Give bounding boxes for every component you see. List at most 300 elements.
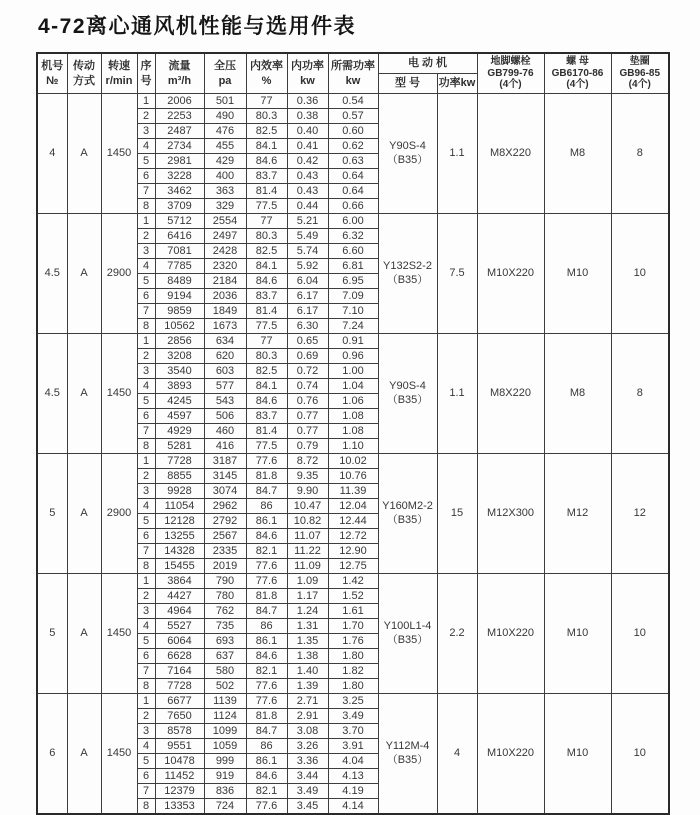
motor-model-line: Y112M-4 <box>385 739 430 752</box>
pressure-cell: 2019 <box>204 559 246 574</box>
pressure-cell: 2554 <box>204 214 246 229</box>
header-line: % <box>261 74 272 87</box>
pressure-cell: 693 <box>204 634 246 649</box>
flow-cell: 2487 <box>155 124 204 139</box>
required-power-cell: 1.52 <box>328 589 378 604</box>
speed-cell: 2900 <box>101 454 137 574</box>
pressure-cell: 724 <box>204 799 246 815</box>
efficiency-cell: 86.1 <box>246 754 287 769</box>
flow-cell: 3228 <box>155 169 204 184</box>
drive-cell: A <box>67 334 101 454</box>
efficiency-cell: 86 <box>246 499 287 514</box>
anchor-bolt-cell: M10X220 <box>477 214 544 334</box>
flow-cell: 3864 <box>155 574 204 589</box>
efficiency-cell: 81.8 <box>246 469 287 484</box>
seq-cell: 1 <box>137 694 155 709</box>
required-power-cell: 4.13 <box>328 769 378 784</box>
washer-cell: 8 <box>611 334 669 454</box>
flow-cell: 2734 <box>155 139 204 154</box>
required-power-cell: 0.63 <box>328 154 378 169</box>
inner-power-cell: 3.36 <box>287 754 328 769</box>
efficiency-cell: 84.7 <box>246 724 287 739</box>
seq-cell: 4 <box>137 379 155 394</box>
required-power-cell: 0.91 <box>328 334 378 349</box>
efficiency-cell: 77.5 <box>246 199 287 214</box>
col-header-motor-group: 电 动 机 <box>378 53 477 74</box>
motor-frame-line: （B35） <box>386 753 429 766</box>
header-line: (4个) <box>499 79 522 91</box>
seq-cell: 1 <box>137 574 155 589</box>
efficiency-cell: 77 <box>246 214 287 229</box>
efficiency-cell: 77.6 <box>246 559 287 574</box>
motor-model-cell <box>378 94 437 214</box>
efficiency-cell: 82.5 <box>246 244 287 259</box>
pressure-cell: 502 <box>204 679 246 694</box>
seq-cell: 6 <box>137 289 155 304</box>
table-row <box>37 214 669 229</box>
anchor-bolt-cell: M8X220 <box>477 334 544 454</box>
efficiency-cell: 81.8 <box>246 709 287 724</box>
efficiency-cell: 77.6 <box>246 679 287 694</box>
efficiency-cell: 77 <box>246 334 287 349</box>
required-power-cell: 1.06 <box>328 394 378 409</box>
flow-cell: 12128 <box>155 514 204 529</box>
table-body <box>37 94 669 815</box>
flow-cell: 6416 <box>155 229 204 244</box>
washer-cell: 12 <box>611 454 669 574</box>
required-power-cell: 0.66 <box>328 199 378 214</box>
flow-cell: 10478 <box>155 754 204 769</box>
table-header <box>37 53 669 94</box>
required-power-cell: 3.49 <box>328 709 378 724</box>
pressure-cell: 1139 <box>204 694 246 709</box>
inner-power-cell: 0.40 <box>287 124 328 139</box>
inner-power-cell: 5.49 <box>287 229 328 244</box>
header-line: 方式 <box>73 74 95 87</box>
flow-cell: 4427 <box>155 589 204 604</box>
pressure-cell: 363 <box>204 184 246 199</box>
required-power-cell: 0.57 <box>328 109 378 124</box>
pressure-cell: 762 <box>204 604 246 619</box>
seq-cell: 7 <box>137 784 155 799</box>
header-line: 机号 <box>41 60 64 73</box>
inner-power-cell: 3.45 <box>287 799 328 815</box>
flow-cell: 8855 <box>155 469 204 484</box>
speed-cell: 1450 <box>101 334 137 454</box>
motor-power-cell: 15 <box>437 454 477 574</box>
required-power-cell: 7.09 <box>328 289 378 304</box>
seq-cell: 3 <box>137 364 155 379</box>
seq-cell: 7 <box>137 424 155 439</box>
seq-cell: 1 <box>137 214 155 229</box>
col-header-washer <box>611 53 669 94</box>
col-header-seq <box>137 53 155 94</box>
inner-power-cell: 6.17 <box>287 289 328 304</box>
flow-cell: 5281 <box>155 439 204 454</box>
required-power-cell: 6.95 <box>328 274 378 289</box>
seq-cell: 8 <box>137 319 155 334</box>
inner-power-cell: 1.39 <box>287 679 328 694</box>
col-header-speed <box>101 53 137 94</box>
flow-cell: 4245 <box>155 394 204 409</box>
seq-cell: 6 <box>137 409 155 424</box>
inner-power-cell: 6.17 <box>287 304 328 319</box>
pressure-cell: 580 <box>204 664 246 679</box>
inner-power-cell: 1.24 <box>287 604 328 619</box>
header-line: kw <box>300 74 315 87</box>
pressure-cell: 416 <box>204 439 246 454</box>
machine-no-cell: 6 <box>37 694 67 815</box>
pressure-cell: 455 <box>204 139 246 154</box>
efficiency-cell: 81.4 <box>246 184 287 199</box>
motor-power-cell: 4 <box>437 694 477 815</box>
seq-cell: 8 <box>137 679 155 694</box>
inner-power-cell: 5.74 <box>287 244 328 259</box>
pressure-cell: 501 <box>204 94 246 109</box>
inner-power-cell: 1.31 <box>287 619 328 634</box>
washer-cell: 10 <box>611 214 669 334</box>
motor-model-line: Y90S-4 <box>389 139 426 152</box>
header-line: GB96-85 <box>619 67 661 79</box>
header-line: 全压 <box>214 60 236 73</box>
inner-power-cell: 0.42 <box>287 154 328 169</box>
speed-cell: 1450 <box>101 574 137 694</box>
inner-power-cell: 0.77 <box>287 424 328 439</box>
required-power-cell: 1.82 <box>328 664 378 679</box>
seq-cell: 1 <box>137 454 155 469</box>
efficiency-cell: 80.3 <box>246 349 287 364</box>
pressure-cell: 1099 <box>204 724 246 739</box>
page-title: 4-72离心通风机性能与选用件表 <box>38 15 357 38</box>
flow-cell: 8578 <box>155 724 204 739</box>
flow-cell: 4964 <box>155 604 204 619</box>
inner-power-cell: 3.44 <box>287 769 328 784</box>
pressure-cell: 2320 <box>204 259 246 274</box>
inner-power-cell: 1.40 <box>287 664 328 679</box>
pressure-cell: 1059 <box>204 739 246 754</box>
inner-power-cell: 1.09 <box>287 574 328 589</box>
required-power-cell: 0.62 <box>328 139 378 154</box>
col-header-machine-no <box>37 53 67 94</box>
inner-power-cell: 3.49 <box>287 784 328 799</box>
pressure-cell: 2184 <box>204 274 246 289</box>
flow-cell: 13353 <box>155 799 204 815</box>
nut-cell: M12 <box>544 454 611 574</box>
nut-cell: M8 <box>544 94 611 214</box>
inner-power-cell: 0.77 <box>287 409 328 424</box>
speed-cell: 2900 <box>101 214 137 334</box>
header-line: (4个) <box>628 79 651 91</box>
washer-cell: 10 <box>611 574 669 694</box>
pressure-cell: 429 <box>204 154 246 169</box>
flow-cell: 15455 <box>155 559 204 574</box>
flow-cell: 14328 <box>155 544 204 559</box>
header-line: № <box>46 74 59 87</box>
col-header-inner-power <box>287 53 328 94</box>
efficiency-cell: 82.1 <box>246 544 287 559</box>
required-power-cell: 10.02 <box>328 454 378 469</box>
efficiency-cell: 77.6 <box>246 799 287 815</box>
seq-cell: 6 <box>137 169 155 184</box>
seq-cell: 6 <box>137 769 155 784</box>
nut-cell: M10 <box>544 214 611 334</box>
inner-power-cell: 2.91 <box>287 709 328 724</box>
inner-power-cell: 0.43 <box>287 169 328 184</box>
col-header-motor-power: 功率kw <box>437 74 477 94</box>
inner-power-cell: 0.38 <box>287 109 328 124</box>
inner-power-cell: 9.35 <box>287 469 328 484</box>
table-row <box>37 94 669 109</box>
pressure-cell: 2036 <box>204 289 246 304</box>
pressure-cell: 506 <box>204 409 246 424</box>
inner-power-cell: 0.44 <box>287 199 328 214</box>
efficiency-cell: 84.6 <box>246 274 287 289</box>
required-power-cell: 12.04 <box>328 499 378 514</box>
pressure-cell: 1849 <box>204 304 246 319</box>
seq-cell: 2 <box>137 109 155 124</box>
inner-power-cell: 0.74 <box>287 379 328 394</box>
speed-cell: 1450 <box>101 694 137 815</box>
col-header-motor-model: 型 号 <box>378 74 437 94</box>
pressure-cell: 577 <box>204 379 246 394</box>
header-line: 螺 母 <box>566 55 589 67</box>
efficiency-cell: 84.7 <box>246 604 287 619</box>
seq-cell: 7 <box>137 184 155 199</box>
pressure-cell: 2567 <box>204 529 246 544</box>
pressure-cell: 490 <box>204 109 246 124</box>
seq-cell: 3 <box>137 484 155 499</box>
flow-cell: 9859 <box>155 304 204 319</box>
inner-power-cell: 0.69 <box>287 349 328 364</box>
efficiency-cell: 84.7 <box>246 484 287 499</box>
efficiency-cell: 77.5 <box>246 319 287 334</box>
drive-cell: A <box>67 574 101 694</box>
machine-no-cell: 5 <box>37 574 67 694</box>
efficiency-cell: 86.1 <box>246 634 287 649</box>
machine-no-cell: 4.5 <box>37 334 67 454</box>
efficiency-cell: 81.8 <box>246 589 287 604</box>
seq-cell: 3 <box>137 604 155 619</box>
flow-cell: 12379 <box>155 784 204 799</box>
seq-cell: 2 <box>137 469 155 484</box>
required-power-cell: 10.76 <box>328 469 378 484</box>
flow-cell: 2006 <box>155 94 204 109</box>
table-row <box>37 574 669 589</box>
pressure-cell: 543 <box>204 394 246 409</box>
efficiency-cell: 81.4 <box>246 304 287 319</box>
speed-cell: 1450 <box>101 94 137 214</box>
required-power-cell: 3.25 <box>328 694 378 709</box>
required-power-cell: 12.75 <box>328 559 378 574</box>
inner-power-cell: 0.43 <box>287 184 328 199</box>
col-header-required-power <box>328 53 378 94</box>
pressure-cell: 603 <box>204 364 246 379</box>
efficiency-cell: 77.5 <box>246 439 287 454</box>
seq-cell: 2 <box>137 709 155 724</box>
fan-performance-table <box>36 52 670 815</box>
motor-power-cell: 1.1 <box>437 334 477 454</box>
inner-power-cell: 0.65 <box>287 334 328 349</box>
inner-power-cell: 6.30 <box>287 319 328 334</box>
efficiency-cell: 84.6 <box>246 649 287 664</box>
header-line: 所需功率 <box>331 60 375 73</box>
flow-cell: 7650 <box>155 709 204 724</box>
pressure-cell: 637 <box>204 649 246 664</box>
flow-cell: 4929 <box>155 424 204 439</box>
efficiency-cell: 84.6 <box>246 154 287 169</box>
pressure-cell: 3074 <box>204 484 246 499</box>
motor-frame-line: （B35） <box>386 393 429 406</box>
header-line: 地脚螺栓 <box>490 55 531 67</box>
col-header-drive <box>67 53 101 94</box>
flow-cell: 5712 <box>155 214 204 229</box>
seq-cell: 3 <box>137 124 155 139</box>
pressure-cell: 2792 <box>204 514 246 529</box>
seq-cell: 4 <box>137 139 155 154</box>
flow-cell: 2981 <box>155 154 204 169</box>
seq-cell: 7 <box>137 544 155 559</box>
required-power-cell: 1.42 <box>328 574 378 589</box>
header-line: 序 <box>140 60 152 73</box>
pressure-cell: 2335 <box>204 544 246 559</box>
header-line: 号 <box>140 74 152 87</box>
col-header-nut <box>544 53 611 94</box>
flow-cell: 7164 <box>155 664 204 679</box>
pressure-cell: 3187 <box>204 454 246 469</box>
flow-cell: 9194 <box>155 289 204 304</box>
efficiency-cell: 82.5 <box>246 124 287 139</box>
required-power-cell: 7.10 <box>328 304 378 319</box>
required-power-cell: 6.00 <box>328 214 378 229</box>
table-row <box>37 334 669 349</box>
seq-cell: 5 <box>137 154 155 169</box>
pressure-cell: 400 <box>204 169 246 184</box>
pressure-cell: 2962 <box>204 499 246 514</box>
pressure-cell: 1124 <box>204 709 246 724</box>
motor-frame-line: （B35） <box>386 513 429 526</box>
header-line: (4个) <box>566 79 589 91</box>
flow-cell: 6628 <box>155 649 204 664</box>
efficiency-cell: 84.1 <box>246 379 287 394</box>
flow-cell: 4597 <box>155 409 204 424</box>
required-power-cell: 1.08 <box>328 424 378 439</box>
required-power-cell: 4.19 <box>328 784 378 799</box>
seq-cell: 4 <box>137 259 155 274</box>
efficiency-cell: 80.3 <box>246 109 287 124</box>
pressure-cell: 3145 <box>204 469 246 484</box>
seq-cell: 2 <box>137 229 155 244</box>
pressure-cell: 919 <box>204 769 246 784</box>
efficiency-cell: 80.3 <box>246 229 287 244</box>
efficiency-cell: 83.7 <box>246 289 287 304</box>
required-power-cell: 6.60 <box>328 244 378 259</box>
col-header-anchor-bolt <box>477 53 544 94</box>
inner-power-cell: 0.41 <box>287 139 328 154</box>
header-line: 内功率 <box>291 60 324 73</box>
header-line: r/min <box>105 74 133 87</box>
seq-cell: 5 <box>137 274 155 289</box>
seq-cell: 6 <box>137 529 155 544</box>
seq-cell: 1 <box>137 94 155 109</box>
required-power-cell: 3.70 <box>328 724 378 739</box>
inner-power-cell: 11.09 <box>287 559 328 574</box>
seq-cell: 1 <box>137 334 155 349</box>
pressure-cell: 1673 <box>204 319 246 334</box>
header-line: m³/h <box>167 74 192 87</box>
flow-cell: 7728 <box>155 454 204 469</box>
pressure-cell: 780 <box>204 589 246 604</box>
inner-power-cell: 0.79 <box>287 439 328 454</box>
required-power-cell: 0.64 <box>328 169 378 184</box>
inner-power-cell: 6.04 <box>287 274 328 289</box>
efficiency-cell: 86 <box>246 619 287 634</box>
motor-model-line: Y90S-4 <box>389 379 426 392</box>
motor-frame-line: （B35） <box>386 633 429 646</box>
efficiency-cell: 82.1 <box>246 784 287 799</box>
flow-cell: 3540 <box>155 364 204 379</box>
efficiency-cell: 84.6 <box>246 394 287 409</box>
efficiency-cell: 84.1 <box>246 139 287 154</box>
pressure-cell: 634 <box>204 334 246 349</box>
flow-cell: 7785 <box>155 259 204 274</box>
efficiency-cell: 83.7 <box>246 169 287 184</box>
motor-frame-line: （B35） <box>386 273 429 286</box>
required-power-cell: 4.14 <box>328 799 378 815</box>
flow-cell: 9928 <box>155 484 204 499</box>
required-power-cell: 0.64 <box>328 184 378 199</box>
required-power-cell: 1.76 <box>328 634 378 649</box>
anchor-bolt-cell: M8X220 <box>477 94 544 214</box>
motor-power-cell: 2.2 <box>437 574 477 694</box>
nut-cell: M10 <box>544 694 611 815</box>
required-power-cell: 6.32 <box>328 229 378 244</box>
nut-cell: M10 <box>544 574 611 694</box>
inner-power-cell: 11.07 <box>287 529 328 544</box>
drive-cell: A <box>67 454 101 574</box>
inner-power-cell: 5.92 <box>287 259 328 274</box>
efficiency-cell: 82.1 <box>246 664 287 679</box>
required-power-cell: 0.96 <box>328 349 378 364</box>
anchor-bolt-cell: M10X220 <box>477 694 544 815</box>
efficiency-cell: 77.6 <box>246 454 287 469</box>
seq-cell: 7 <box>137 304 155 319</box>
inner-power-cell: 8.72 <box>287 454 328 469</box>
seq-cell: 8 <box>137 199 155 214</box>
pressure-cell: 790 <box>204 574 246 589</box>
required-power-cell: 1.08 <box>328 409 378 424</box>
flow-cell: 5527 <box>155 619 204 634</box>
seq-cell: 8 <box>137 799 155 815</box>
required-power-cell: 7.24 <box>328 319 378 334</box>
col-header-flow <box>155 53 204 94</box>
inner-power-cell: 10.47 <box>287 499 328 514</box>
seq-cell: 5 <box>137 394 155 409</box>
flow-cell: 11452 <box>155 769 204 784</box>
washer-cell: 10 <box>611 694 669 815</box>
motor-frame-line: （B35） <box>386 153 429 166</box>
seq-cell: 5 <box>137 514 155 529</box>
pressure-cell: 2428 <box>204 244 246 259</box>
efficiency-cell: 83.7 <box>246 409 287 424</box>
seq-cell: 2 <box>137 589 155 604</box>
inner-power-cell: 2.71 <box>287 694 328 709</box>
motor-model-cell <box>378 574 437 694</box>
seq-cell: 8 <box>137 439 155 454</box>
machine-no-cell: 4 <box>37 94 67 214</box>
header-line: 转速 <box>108 60 130 73</box>
header-line: kw <box>345 74 361 87</box>
header-line: 传动 <box>73 60 95 73</box>
